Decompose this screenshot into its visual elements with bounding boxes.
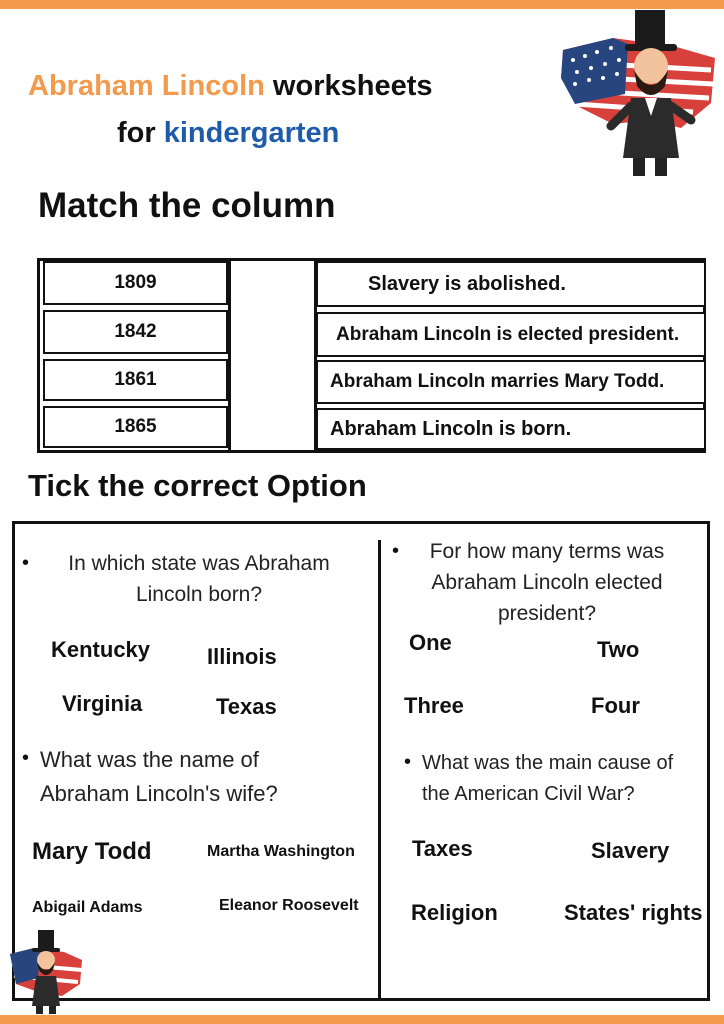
lincoln-small-illustration: [6, 930, 86, 1015]
match-fact-cell: Abraham Lincoln marries Mary Todd.: [316, 360, 706, 404]
option-abigail-adams[interactable]: Abigail Adams: [32, 899, 143, 916]
option-four[interactable]: Four: [591, 693, 640, 718]
title-text-2: for: [117, 117, 164, 149]
question-4: What was the main cause of the American Civil War?: [422, 752, 674, 805]
bullet: •: [392, 540, 400, 562]
match-fact-cell: Abraham Lincoln is born.: [316, 408, 706, 450]
option-one[interactable]: One: [409, 630, 452, 655]
bullet: •: [22, 552, 30, 574]
bullet: •: [22, 747, 30, 769]
option-slavery[interactable]: Slavery: [591, 838, 670, 863]
option-virginia[interactable]: Virginia: [62, 691, 143, 716]
page-title-line2: [117, 117, 339, 150]
option-three[interactable]: Three: [404, 693, 464, 718]
title-highlight: Abraham Lincoln: [28, 70, 265, 102]
option-two[interactable]: Two: [597, 637, 640, 662]
title-text: worksheets: [264, 70, 433, 102]
question-1: In which state was Abraham Lincoln born?: [68, 552, 330, 606]
bottom-accent-bar: [0, 1015, 724, 1024]
match-divider-left: [228, 258, 231, 453]
tick-section-heading: Tick the correct Option: [28, 468, 367, 503]
option-religion[interactable]: Religion: [411, 900, 498, 925]
match-section-heading: Match the column: [38, 186, 336, 225]
question-3: What was the name of Abraham Lincoln's wife?: [40, 747, 278, 806]
match-fact-cell: Slavery is abolished.: [316, 261, 706, 307]
match-year-cell: 1809: [43, 261, 228, 305]
option-states-rights[interactable]: States' rights: [564, 900, 703, 925]
question-2: For how many terms was Abraham Lincoln elected president?: [429, 540, 665, 625]
option-taxes[interactable]: Taxes: [412, 836, 473, 861]
option-martha-washington[interactable]: Martha Washington: [207, 843, 355, 860]
lincoln-flag-illustration: [553, 8, 721, 180]
option-illinois[interactable]: Illinois: [207, 644, 277, 669]
option-kentucky[interactable]: Kentucky: [51, 637, 151, 662]
match-year-cell: 1842: [43, 310, 228, 354]
match-fact-cell: Abraham Lincoln is elected president.: [316, 312, 706, 357]
option-eleanor-roosevelt[interactable]: Eleanor Roosevelt: [219, 897, 359, 914]
option-texas[interactable]: Texas: [216, 694, 277, 719]
page-title-line1: [28, 70, 433, 103]
option-mary-todd[interactable]: Mary Todd: [32, 838, 152, 865]
bullet: •: [404, 751, 412, 773]
quiz-center-divider: [378, 540, 381, 1001]
title-highlight-2: kindergarten: [163, 117, 340, 149]
match-year-cell: 1861: [43, 359, 228, 401]
match-year-cell: 1865: [43, 406, 228, 448]
